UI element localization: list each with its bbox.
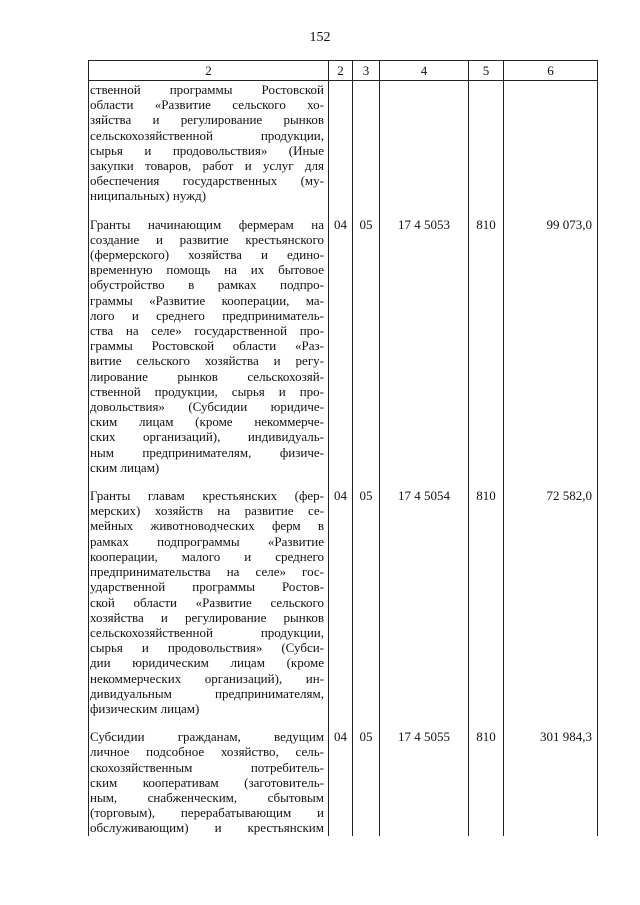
name-line: рамках подпрограммы «Развитие: [90, 533, 324, 549]
header-col-rz: 2: [329, 61, 353, 81]
name-line: зяйства и регулирование рынков: [90, 112, 324, 128]
name-line: кооперации, малого и среднего: [90, 548, 324, 564]
name-line: граммы Ростовской области «Раз-: [90, 338, 324, 354]
header-col-vr: 5: [469, 61, 504, 81]
name-line: ским кооперативам (заготовитель-: [90, 774, 324, 790]
name-line: ным, снабженческим, сбытовым: [90, 789, 324, 805]
name-line: личное подсобное хозяйство, сель-: [90, 744, 324, 760]
table-row: [89, 475, 598, 716]
table-row: [89, 81, 598, 204]
header-col-csr: 4: [380, 61, 469, 81]
name-line: закупки товаров, работ и услуг для: [90, 158, 324, 174]
header-col-sum: 6: [504, 61, 598, 81]
table-body: [89, 81, 598, 836]
table-header: [89, 61, 598, 81]
name-line: Субсидии гражданам, ведущим: [90, 729, 324, 745]
name-line: сельскохозяйственной продукции,: [90, 624, 324, 640]
row-sum-cell: 99 073,0: [504, 204, 598, 475]
name-line: хозяйства и регулирование рынков: [90, 609, 324, 625]
name-line: предпринимательства на селе» гос-: [90, 564, 324, 580]
row-vr-cell: 810: [469, 716, 504, 835]
name-line: граммы «Развитие кооперации, ма-: [90, 292, 324, 308]
row-csr-cell: 17 4 5054: [380, 475, 469, 716]
row-pr-cell: [353, 81, 380, 204]
name-line: ударственной программы Ростов-: [90, 579, 324, 595]
row-rz-cell: [329, 81, 353, 204]
row-pr-cell: 05: [353, 716, 380, 835]
header-col-name: 2: [89, 61, 329, 81]
name-line: ным предпринимателям, физиче-: [90, 444, 324, 460]
name-line: сырья и продовольствия» (Субси-: [90, 640, 324, 656]
name-line: лого и среднего предприниматель-: [90, 307, 324, 323]
row-vr-cell: [469, 81, 504, 204]
row-pr-cell: 05: [353, 204, 380, 475]
row-csr-cell: [380, 81, 469, 204]
name-line: обслуживающим) и крестьянским: [90, 820, 324, 836]
name-line: (фермерского) хозяйства и едино-: [90, 247, 324, 263]
name-line: витие сельского хозяйства и регу-: [90, 353, 324, 369]
name-line: дивидуальным предпринимателям,: [90, 685, 324, 701]
name-line: ственной программы Ростовской: [90, 82, 324, 97]
row-name-cell: [89, 716, 329, 835]
name-line: ства на селе» государственной про-: [90, 323, 324, 339]
name-line: обеспечения государственных (му-: [90, 173, 324, 189]
row-name-cell: [89, 204, 329, 475]
name-line: ниципальных) нужд): [90, 188, 207, 204]
row-vr-cell: 810: [469, 204, 504, 475]
row-name-cell: [89, 475, 329, 716]
name-line: ской области «Развитие сельского: [90, 594, 324, 610]
name-line: некоммерческих организаций), ин-: [90, 670, 324, 686]
name-line: ственной продукции, сырья и про-: [90, 383, 324, 399]
name-line: Гранты начинающим фермерам на: [90, 216, 324, 232]
name-line: лирование рынков сельскохозяй-: [90, 368, 324, 384]
name-line: (торговым), перерабатывающим и: [90, 805, 324, 821]
name-line: ским лицам): [90, 459, 160, 475]
name-line: обустройство в рамках подпро-: [90, 277, 324, 293]
row-csr-cell: 17 4 5053: [380, 204, 469, 475]
name-line: Гранты главам крестьянских (фер-: [90, 488, 324, 504]
name-line: области «Развитие сельского хо-: [90, 97, 324, 113]
row-sum-cell: 72 582,0: [504, 475, 598, 716]
page-number: 152: [309, 30, 331, 45]
row-sum-cell: [504, 81, 598, 204]
name-line: сельскохозяйственной продукции,: [90, 127, 324, 143]
row-sum-cell: 301 984,3: [504, 716, 598, 835]
row-rz-cell: 04: [329, 475, 353, 716]
name-line: мейных животноводческих ферм в: [90, 518, 324, 534]
header-row: [89, 61, 598, 81]
row-pr-cell: 05: [353, 475, 380, 716]
name-line: ским лицам (кроме некоммерче-: [90, 414, 324, 430]
budget-table: [88, 60, 598, 836]
name-line: физическим лицам): [90, 700, 200, 716]
name-line: сырья и продовольствия» (Иные: [90, 142, 324, 158]
name-line: скохозяйственным потребитель-: [90, 759, 324, 775]
name-line: создание и развитие крестьянского: [90, 231, 324, 247]
name-line: довольствия» (Субсидии юридиче-: [90, 399, 324, 415]
table-row: [89, 204, 598, 475]
header-col-pr: 3: [353, 61, 380, 81]
row-rz-cell: 04: [329, 716, 353, 835]
row-csr-cell: 17 4 5055: [380, 716, 469, 835]
name-line: ских организаций), индивидуаль-: [90, 429, 324, 445]
row-vr-cell: 810: [469, 475, 504, 716]
table-row: [89, 716, 598, 835]
name-line: дии юридическим лицам (кроме: [90, 655, 324, 671]
row-rz-cell: 04: [329, 204, 353, 475]
row-name-cell: [89, 81, 329, 204]
name-line: мерских) хозяйств на развитие се-: [90, 503, 324, 519]
name-line: временную помощь на их бытовое: [90, 262, 324, 278]
